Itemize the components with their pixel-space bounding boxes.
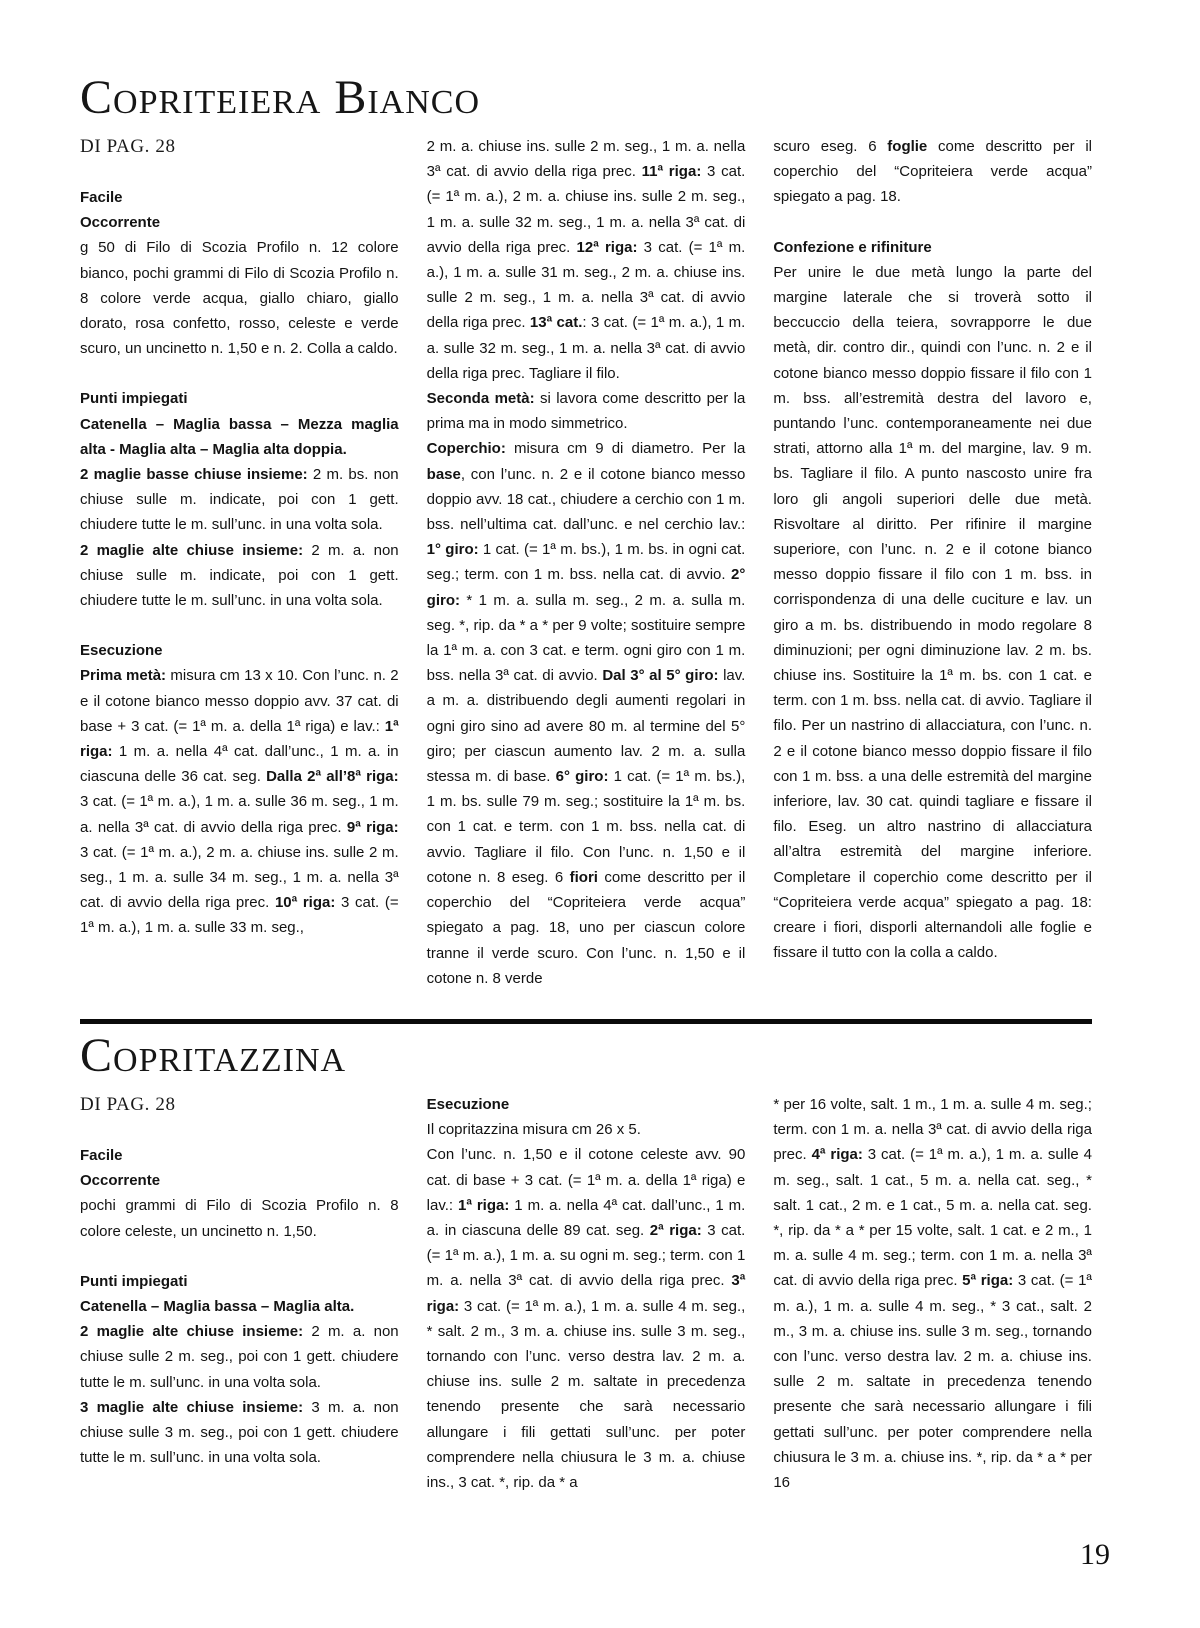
article-copriteiera-bianco — [80, 74, 1092, 1015]
text-run: g 50 di Filo di Scozia Profilo n. 12 colore bianco, pochi grammi di Filo di Scozia Profilo n. 8 colore verde acqua, giallo chiaro, giallo dorato, rosa confetto, rosso, celeste e verde scuro, un uncinetto n. 1,50 e n. 2. Colla a caldo. — [80, 239, 399, 358]
text-run-bold: 1ª riga: — [458, 1196, 510, 1214]
text-run-bold: 12ª riga: — [576, 238, 638, 256]
text-run-bold: Esecuzione — [426, 1096, 510, 1113]
text-run-bold: Catenella – Maglia bassa – Maglia alta. — [80, 1298, 355, 1316]
column-2 — [427, 1092, 746, 1495]
paragraph-heading — [80, 1269, 399, 1294]
text-run-bold: Catenella – Maglia bassa – Mezza maglia alta - Maglia alta – Maglia alta doppia. — [80, 415, 399, 458]
text-run-bold: Punti impiegati — [80, 1272, 188, 1290]
column-3 — [773, 1092, 1092, 1495]
text-run: 3 cat. (= 1ª m. a.), 1 m. a. sulle 31 m. seg., 2 m. a. chiuse ins. sulle 2 m. seg., 1 m. a. nella 3ª cat. di avvio della riga prec. — [426, 238, 746, 332]
article-columns — [80, 134, 1092, 991]
paragraph-heading — [80, 386, 399, 411]
text-run: come descritto per il coperchio del “Copriteiera verde acqua” spiegato a pag. 18. — [773, 138, 1092, 206]
paragraph — [773, 260, 1092, 966]
page-reference: DI PAG. 28 — [80, 136, 176, 157]
text-run: Per unire le due metà lungo la parte del margine laterale che si troverà sotto il beccuccio della teiera, sovrapporre le due metà, dir. contro dir., quindi con l’unc. n. 2 e il cotone bianco messo doppio fissare il filo con 1 m. bss. all’estremità destra del lavoro e, puntando l’unc. contemporaneamente nei due strati, attorno alla 1ª m. del margine, lav. 9 m. bs. Tagliare il filo. A punto nascosto unire fra loro gli angoli superiori delle due metà. Risvoltare al diritto. Per rifinire il margine superiore, con l’unc. n. 2 e il cotone bianco messo doppio fissare il filo con 1 m. bss. in corrispondenza di una delle cuciture e lav. un giro a m. bs. distribuendo in modo regolare 8 diminuzioni; per ogni diminuzione lav. 2 m. bs. chiuse ins. Sostituire la 1ª m. bs. con 1 cat. e term. con 1 m. bss. nella cat. di avvio. Tagliare il filo. Per un nastrino di allacciatura, con l’unc. n. 2 e il cotone bianco messo doppio fissare il filo con 1 m. bss. a una delle estremità del margine inferiore, lav. 30 cat. quindi tagliare e fissare il filo. Eseg. un altro nastrino di allacciatura all’altra estremità del margine inferiore. Completare il coperchio come descritto per il “Copriteiera verde acqua” spiegato a pag. 18: creare i fiori, disporli alternandoli alle foglie e fissare il tutto con la colla a caldo. — [773, 263, 1092, 962]
paragraph-heading — [80, 1168, 399, 1193]
text-run-bold: Occorrente — [80, 214, 161, 232]
column-1 — [80, 134, 399, 941]
text-run: 3 cat. (= 1ª m. a.), 1 m. a. sulle 36 m. seg., 1 m. a. nella 3ª cat. di avvio della riga prec. — [80, 793, 399, 836]
text-run-bold: Facile — [80, 1147, 123, 1164]
text-run: 2 m. a. chiuse ins. sulle 2 m. seg., 1 m. a. nella 3ª cat. di avvio della riga prec. — [426, 138, 746, 181]
column-3 — [773, 134, 1092, 966]
text-run-bold: 6° giro: — [555, 768, 609, 786]
article-columns — [80, 1092, 1092, 1495]
text-run-bold: 1° giro: — [426, 541, 479, 559]
text-run: 3 cat. (= 1ª m. a.), 1 m. a. su ogni m. seg.; term. con 1 m. a. nella 3ª cat. di avvio della riga prec. — [426, 1222, 746, 1290]
paragraph-heading — [80, 1294, 399, 1319]
text-run: misura cm 9 di diametro. Per la — [505, 440, 746, 458]
text-run-bold: 2 maglie alte chiuse insieme: — [80, 1323, 304, 1341]
column-2 — [427, 134, 746, 991]
text-run-bold: fiori — [569, 868, 598, 886]
paragraph — [427, 386, 746, 436]
text-run: Con l’unc. n. 1,50 e il cotone celeste avv. 90 cat. di base + 3 cat. (= 1ª m. a. della 1ª riga) e lav.: — [426, 1146, 746, 1214]
text-run-bold: Seconda metà: — [426, 390, 535, 408]
paragraph — [773, 1092, 1092, 1495]
text-run: * 1 m. a. sulla m. seg., 2 m. a. sulla m. seg. *, rip. da * a * per 9 volte; sostituire sempre la 1ª m. a. con 3 cat. e term. ogni giro con 1 m. bss. nella 3ª cat. di avvio. — [426, 591, 746, 685]
text-run-bold: Esecuzione — [80, 642, 163, 660]
paragraph-heading — [80, 1143, 399, 1168]
text-run: , con l’unc. n. 2 e il cotone bianco messo doppio avv. 18 cat., chiudere a cerchio con 1 m. bss. nell’ultima cat. dall’unc. e nel cerchio lav.: — [426, 465, 746, 534]
text-run-bold: Facile — [80, 189, 123, 206]
paragraph-heading — [427, 1092, 746, 1117]
paragraph-heading — [80, 638, 399, 663]
text-run: 1 cat. (= 1ª m. bs.), 1 m. bs. in ogni cat. seg.; term. con 1 m. bss. nella cat. di avvio. — [426, 541, 746, 584]
paragraph-heading — [80, 210, 399, 235]
text-run-bold: 2 maglie alte chiuse insieme: — [80, 541, 304, 559]
text-run: 3 cat. (= 1ª m. a.), 1 m. a. sulle 33 m. seg., — [80, 894, 399, 937]
paragraph-heading — [80, 185, 399, 210]
text-run-bold: 13ª cat. — [529, 314, 583, 332]
paragraph — [80, 235, 399, 361]
text-run-bold: 9ª riga: — [346, 818, 399, 836]
text-run-bold: Occorrente — [80, 1172, 161, 1190]
paragraph — [773, 134, 1092, 210]
text-run: 1 m. a. nella 4ª cat. dall’unc., 1 m. a. in ciascuna delle 36 cat. seg. — [80, 743, 399, 786]
text-run-bold: Coperchio: — [426, 440, 506, 458]
text-run: 3 m. a. non chiuse sulle 3 m. seg., poi con 1 gett. chiudere tutte le m. sull’unc. in una volta sola. — [80, 1398, 399, 1467]
text-run-bold: 3 maglie alte chiuse insieme: — [80, 1398, 304, 1416]
paragraph — [427, 1117, 746, 1142]
paragraph — [427, 1142, 746, 1495]
text-run: come descritto per il coperchio del “Copriteiera verde acqua” spiegato a pag. 18, uno per ciascun colore tranne il verde scuro. Con l’unc. n. 1,50 e il cotone n. 8 verde — [426, 868, 746, 987]
text-run-bold: Prima metà: — [80, 667, 167, 685]
text-run: si lavora come descritto per la prima ma in modo simmetrico. — [426, 390, 746, 433]
text-run: 2 m. a. non chiuse sulle 2 m. seg., poi con 1 gett. chiudere tutte le m. sull’unc. in una volta sola. — [80, 1323, 399, 1391]
article-title: Copriteiera Bianco — [80, 74, 481, 124]
text-run-bold: 10ª riga: — [274, 894, 336, 912]
text-run-bold: 5ª riga: — [962, 1272, 1014, 1290]
text-run-bold: base — [426, 465, 461, 483]
text-run: : 3 cat. (= 1ª m. a.), 1 m. a. sulle 32 m. seg., 1 m. a. nella 3ª cat. di avvio della riga prec. Tagliare il filo. — [426, 314, 746, 382]
text-run: 3 cat. (= 1ª m. a.), 2 m. a. chiuse ins. sulle 2 m. seg., 1 m. a. sulle 34 m. seg., 1 m. a. nella 3ª cat. di avvio della riga prec. — [80, 843, 399, 912]
text-run: misura cm 13 x 10. Con l’unc. n. 2 e il cotone bianco messo doppio avv. 37 cat. di base + 3 cat. (= 1ª m. a. della 1ª riga) e lav.: — [80, 667, 399, 735]
text-run-bold: 1ª riga: — [80, 717, 399, 761]
section-divider — [80, 1019, 1092, 1024]
article-title: Copritazzina — [80, 1032, 347, 1082]
text-run: 2 m. a. non chiuse sulle m. indicate, poi con 1 gett. chiudere tutte le m. sull’unc. in una volta sola. — [80, 541, 399, 610]
paragraph-heading — [773, 235, 1092, 260]
paragraph — [80, 663, 399, 940]
text-run: 1 cat. (= 1ª m. bs.), 1 m. bs. sulle 79 m. seg.; sostituire la 1ª m. bs. con 1 cat. e term. con 1 m. bss. nella cat. di avvio. Tagliare il filo. Con l’unc. n. 1,50 e il cotone n. 8 eseg. 6 — [426, 768, 746, 886]
paragraph — [80, 1193, 399, 1243]
column-1-text — [80, 1143, 399, 1470]
text-run: lav. a m. a. distribuendo degli aumenti regolari in ogni giro sino ad avere 80 m. al termine del 5° giro; per ciascun aumento lav. 2 m. a. sulla stessa m. di base. — [426, 667, 746, 786]
text-run: 3 cat. (= 1ª m. a.), 1 m. a. sulle 4 m. seg., * 3 cat., salt. 2 m., 3 m. a. chiuse ins. sulle 3 m. seg., tornando con l’unc. verso destra lav. 2 m. a. chiuse ins. sulle 2 m. saltate in precedenza tenendo presente che sarà necessario allungare i fili gettati sull’unc. per poter comprendere nella chiusura le 3 m. a. chiuse ins. *, rip. da * a * per 16 — [773, 1272, 1092, 1492]
text-run-bold: foglie — [887, 138, 928, 155]
text-run-bold: 11ª riga: — [641, 163, 702, 181]
text-run: pochi grammi di Filo di Scozia Profilo n. 8 colore celeste, un uncinetto n. 1,50. — [80, 1197, 399, 1240]
text-run-bold: 2ª riga: — [649, 1222, 702, 1240]
text-run-bold: 4ª riga: — [811, 1146, 863, 1164]
paragraph — [427, 436, 746, 990]
paragraph — [80, 1395, 399, 1471]
text-run-bold: 3ª riga: — [426, 1272, 746, 1315]
text-run-bold: 2° giro: — [426, 566, 746, 609]
text-run: 3 cat. (= 1ª m. a.), 2 m. a. chiuse ins. sulle 2 m. seg., 1 m. a. sulle 32 m. seg., 1 m. a. nella 3ª cat. di avvio della riga prec. — [426, 163, 746, 256]
text-run: scuro eseg. 6 — [773, 138, 888, 155]
article-copritazzina — [80, 1032, 1092, 1616]
text-run: Il copritazzina misura cm 26 x 5. — [426, 1121, 641, 1139]
text-run: 2 m. bs. non chiuse sulle m. indicate, poi con 1 gett. chiudere tutte le m. sull’unc. in una volta sola. — [80, 466, 399, 534]
text-run-bold: Dalla 2ª all’8ª riga: — [266, 768, 399, 786]
paragraph — [427, 134, 746, 386]
text-run: 3 cat. (= 1ª m. a.), 1 m. a. sulle 4 m. seg., salt. 1 cat., 5 m. a. nella cat. seg., * salt. 1 cat., 2 m. e 1 cat., 5 m. a. nella cat. seg. *, rip. da * a * per 15 volte, salt. 1 cat. e 2 m., 1 m. a. sulle 4 m. seg.; term. con 1 m. a. nella 3ª cat. di avvio della riga prec. — [773, 1146, 1092, 1290]
text-run-bold: Dal 3° al 5° giro: — [602, 667, 719, 685]
text-run: * per 16 volte, salt. 1 m., 1 m. a. sulle 4 m. seg.; term. con 1 m. a. nella 3ª cat. di avvio della riga prec. — [773, 1096, 1092, 1164]
paragraph — [80, 462, 399, 538]
column-1-text — [80, 185, 399, 941]
text-run-bold: Punti impiegati — [80, 390, 188, 408]
text-run-bold: 2 maglie basse chiuse insieme: — [80, 466, 308, 484]
paragraph — [80, 538, 399, 614]
text-run-bold: Confezione e rifiniture — [773, 238, 932, 256]
paragraph-heading — [80, 412, 399, 462]
text-run: 3 cat. (= 1ª m. a.), 1 m. a. sulle 4 m. seg., * salt. 2 m., 3 m. a. chiuse ins. sulle 3 m. seg., tornando con l’unc. verso destra lav. 2 m. a. chiuse ins. sulle 2 m. saltate in precedenza tenendo presente che sarà necessario allungare i fili gettati sull’unc. per poter comprendere nella chiusura le 3 m. a. chiuse ins., 3 cat. *, rip. da * a — [426, 1297, 746, 1492]
text-run: 1 m. a. nella 4ª cat. dall’unc., 1 m. a. in ciascuna delle 89 cat. seg. — [426, 1196, 746, 1240]
column-1 — [80, 1092, 399, 1470]
page-reference: DI PAG. 28 — [80, 1094, 176, 1115]
paragraph — [80, 1319, 399, 1395]
page-number: 19 — [1080, 1538, 1110, 1571]
